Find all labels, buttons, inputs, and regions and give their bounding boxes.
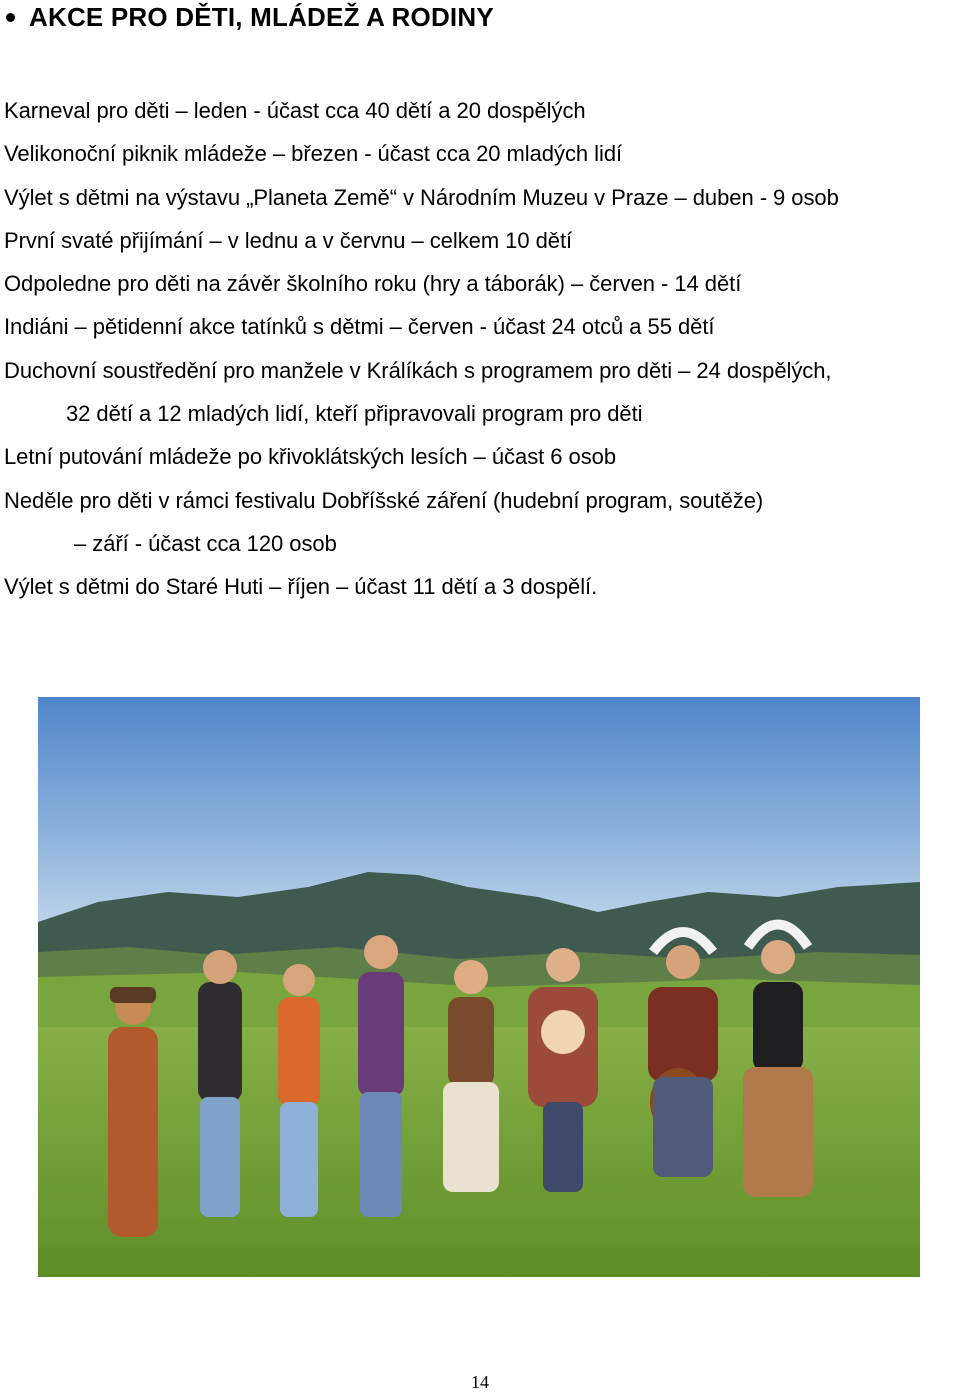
event-item: Výlet s dětmi na výstavu „Planeta Země“ v Národním Muzeu v Praze – duben - 9 osob	[4, 184, 839, 210]
person	[278, 964, 320, 1217]
event-item: Neděle pro děti v rámci festivalu Dobříšské záření (hudební program, soutěže)	[4, 487, 764, 513]
bullet-icon	[6, 13, 15, 22]
page-number: 14	[471, 1372, 489, 1392]
event-item: Letní putování mládeže po křivoklátských lesích – účast 6 osob	[4, 444, 617, 470]
person	[198, 950, 242, 1217]
event-list	[4, 89, 959, 609]
event-item: Velikonoční piknik mládeže – březen - účast cca 20 mladých lidí	[4, 141, 623, 167]
event-item-continuation: – září - účast cca 120 osob	[74, 530, 337, 556]
event-item: Indiáni – pětidenní akce tatínků s dětmi – červen - účast 24 otců a 55 dětí	[4, 314, 715, 340]
section-title: AKCE PRO DĚTI, MLÁDEŽ A RODINY	[29, 2, 494, 32]
event-item: Výlet s dětmi do Staré Huti – říjen – účast 11 dětí a 3 dospělí.	[4, 574, 598, 600]
event-item: Karneval pro děti – leden - účast cca 40 dětí a 20 dospělých	[4, 98, 586, 123]
group-photo	[38, 697, 920, 1277]
event-item: Odpoledne pro děti na závěr školního roku (hry a táborák) – červen - 14 dětí	[4, 271, 742, 297]
event-item: První svaté přijímání – v lednu a v červnu – celkem 10 dětí	[4, 227, 573, 253]
photo-illustration	[38, 697, 920, 1277]
event-item-continuation: 32 dětí a 12 mladých lidí, kteří připravovali program pro děti	[66, 401, 643, 427]
event-item: Duchovní soustředění pro manžele v Králíkách s programem pro děti – 24 dospělých,	[4, 357, 832, 383]
person	[358, 935, 404, 1217]
section-heading	[6, 2, 494, 33]
